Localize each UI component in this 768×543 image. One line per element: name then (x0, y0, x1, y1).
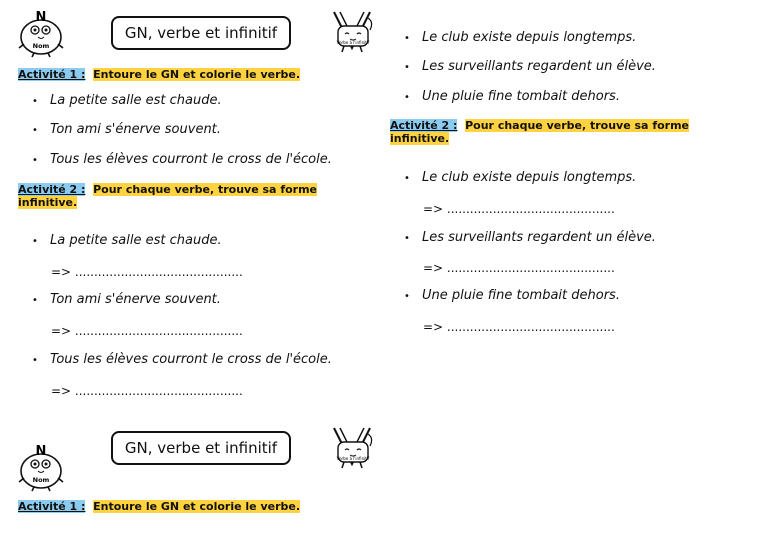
activity2-right-label: Activité 2 : (390, 119, 458, 132)
activity1-instruction: Entoure le GN et colorie le verbe. (93, 68, 301, 81)
mascot-verbe-icon (330, 8, 378, 56)
answer-line: => ............................................ (423, 320, 615, 334)
activity2-instruction-line1: Pour chaque verbe, trouve sa forme (93, 183, 318, 196)
mascot-v-word: Verbe à l'infinitif (336, 40, 370, 45)
activity1-bottom-label: Activité 1 : (18, 500, 86, 513)
answer-line: => ............................................ (51, 265, 243, 279)
bullet-icon: • (404, 173, 410, 184)
activity2-right-heading (390, 119, 689, 132)
bullet-icon: • (32, 295, 38, 306)
activity2-heading (18, 183, 317, 196)
page-title-repeat: GN, verbe et infinitif (111, 431, 291, 465)
activity1-bottom-heading (18, 500, 300, 513)
answer-line: => ............................................ (51, 324, 243, 338)
bullet-icon: • (32, 96, 38, 107)
bullet-icon: • (404, 92, 410, 103)
activity2-instruction-line2: infinitive. (18, 196, 78, 209)
bullet-icon: • (32, 236, 38, 247)
mascot-n-letter: N (35, 10, 47, 25)
answer-line: => ............................................ (51, 384, 243, 398)
list-item: • Tous les élèves courront le cross de l'école. (32, 152, 332, 167)
mascot-nom-icon (16, 6, 68, 58)
mascot-v-word: Verbe à l'infinitif (336, 456, 370, 461)
list-item: • Le club existe depuis longtemps. (404, 170, 637, 185)
bullet-icon: • (404, 62, 410, 73)
list-item: • Une pluie fine tombait dehors. (404, 288, 620, 303)
activity2-right-instruction-line2: infinitive. (390, 132, 450, 145)
activity1-heading (18, 68, 300, 81)
activity1-bottom-instruction: Entoure le GN et colorie le verbe. (93, 500, 301, 513)
page-title: GN, verbe et infinitif (111, 16, 291, 50)
answer-line: => ............................................ (423, 261, 615, 275)
activity1-label: Activité 1 : (18, 68, 86, 81)
list-item: • Les surveillants regardent un élève. (404, 230, 656, 245)
bullet-icon: • (404, 233, 410, 244)
list-item: • Ton ami s'énerve souvent. (32, 292, 221, 307)
bullet-icon: • (404, 33, 410, 44)
list-item: • La petite salle est chaude. (32, 233, 222, 248)
mascot-n-letter: N (35, 444, 47, 459)
mascot-verbe-icon (330, 424, 378, 472)
activity2-label: Activité 2 : (18, 183, 86, 196)
list-item: • Le club existe depuis longtemps. (404, 30, 637, 45)
list-item: • Une pluie fine tombait dehors. (404, 89, 620, 104)
mascot-n-word: Nom (32, 42, 50, 50)
bullet-icon: • (404, 291, 410, 302)
answer-line: => ............................................ (423, 202, 615, 216)
list-item: • Tous les élèves courront le cross de l'école. (32, 352, 332, 367)
bullet-icon: • (32, 155, 38, 166)
bullet-icon: • (32, 355, 38, 366)
list-item: • Les surveillants regardent un élève. (404, 59, 656, 74)
bullet-icon: • (32, 125, 38, 136)
mascot-nom-icon (16, 440, 68, 492)
list-item: • Ton ami s'énerve souvent. (32, 122, 221, 137)
mascot-n-word: Nom (32, 476, 50, 484)
list-item: • La petite salle est chaude. (32, 93, 222, 108)
activity2-right-instruction-line1: Pour chaque verbe, trouve sa forme (465, 119, 690, 132)
